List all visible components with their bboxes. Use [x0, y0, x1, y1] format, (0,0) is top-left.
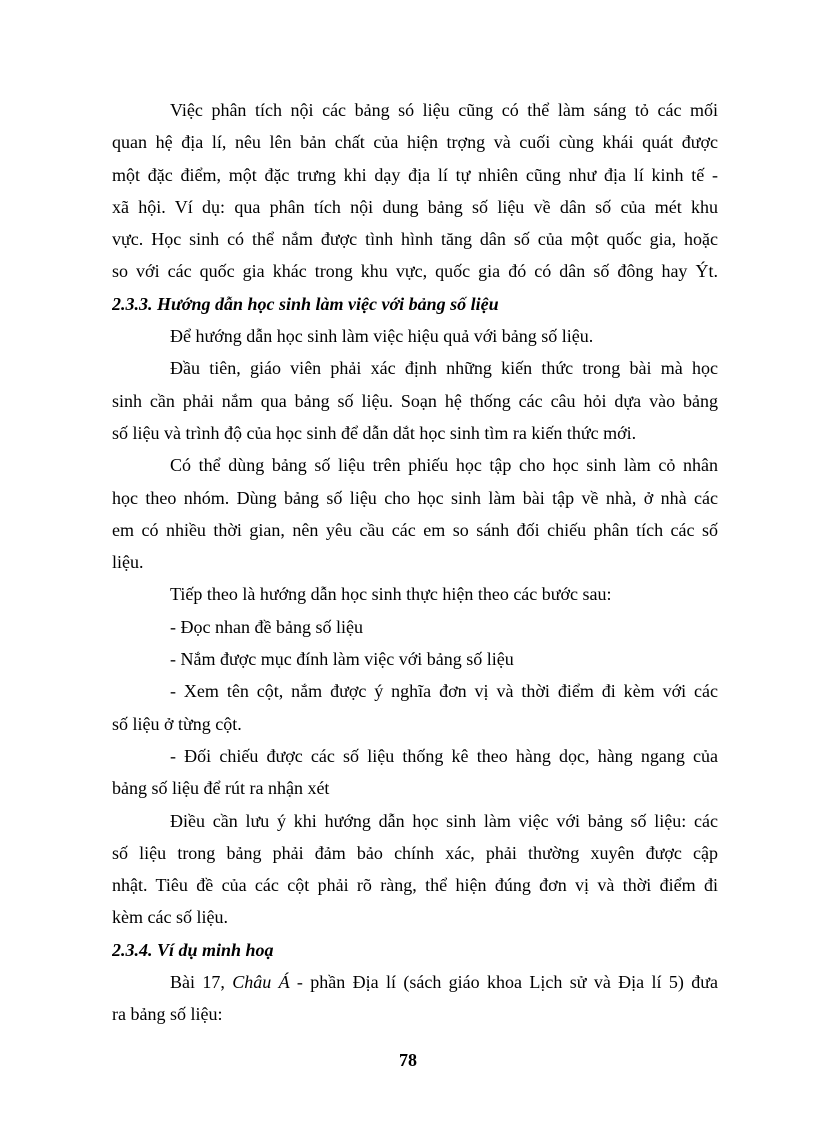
text-line: Đầu tiên, giáo viên phải xác định những kiến thức trong bài mà học: [170, 358, 718, 379]
text-line: Có thể dùng bảng số liệu trên phiếu học tập cho học sinh làm cỏ nhân: [170, 455, 718, 476]
text-line: - Đọc nhan đề bảng số liệu: [170, 616, 363, 637]
text-line: Việc phân tích nội các bảng só liệu cũng có thể làm sáng tỏ các mối: [170, 100, 718, 120]
text-line: so với các quốc gia khác trong khu vực, quốc gia đó có dân số đông hay Ýt.: [112, 261, 718, 282]
text-line: [112, 966, 718, 998]
text-line: Để hướng dẫn học sinh làm việc hiệu quả với bảng số liệu.: [170, 326, 594, 347]
italic-title: Châu Á: [232, 972, 290, 993]
text-segment: Bài 17,: [170, 972, 233, 993]
text-line: liệu.: [112, 552, 144, 573]
text-line: học theo nhóm. Dùng bảng số liệu cho học sinh làm bài tập về nhà, ở nhà các: [112, 487, 718, 508]
section-heading: 2.3.4. Ví dụ minh hoạ: [112, 939, 274, 960]
text-line: ra bảng số liệu:: [112, 1004, 223, 1025]
text-line: quan hệ địa lí, nêu lên bản chất của hiện trợng và cuối cùng khái quát được: [112, 132, 718, 153]
text-line: Tiếp theo là hướng dẫn học sinh thực hiện theo các bước sau:: [170, 584, 612, 605]
text-line: Điều cần lưu ý khi hướng dẫn học sinh làm việc với bảng số liệu: các: [170, 810, 718, 831]
text-line: kèm các số liệu.: [112, 907, 228, 928]
text-line: sinh cần phải nắm qua bảng số liệu. Soạn hệ thống các câu hỏi dựa vào bảng: [112, 390, 718, 411]
text-line: xã hội. Ví dụ: qua phân tích nội dung bảng số liệu về dân số của mét khu: [112, 196, 718, 217]
text-line: - Đối chiếu được các số liệu thống kê theo hàng dọc, hàng ngang của: [170, 745, 718, 766]
text-line: - Nắm được mục đính làm việc với bảng số liệu: [170, 649, 514, 670]
text-line: một đặc điểm, một đặc trưng khi dạy địa lí tự nhiên cũng như địa lí kinh tế -: [112, 164, 718, 185]
document-body: [112, 94, 718, 1031]
section-heading: 2.3.3. Hướng dẫn học sinh làm việc với bảng số liệu: [112, 293, 499, 314]
text-line: vực. Học sinh có thể nắm được tình hình tăng dân số của một quốc gia, hoặc: [112, 229, 718, 250]
text-line: em có nhiều thời gian, nên yêu cầu các em so sánh đối chiếu phân tích các số: [112, 519, 718, 540]
text-line: nhật. Tiêu đề của các cột phải rõ ràng, thể hiện đúng đơn vị và thời điểm đi: [112, 875, 718, 896]
text-line: số liệu ở từng cột.: [112, 713, 242, 734]
text-line: số liệu và trình độ của học sinh để dẫn dắt học sinh tìm ra kiến thức mới.: [112, 422, 637, 443]
text-segment: - phần Địa lí (sách giáo khoa Lịch sử và Địa lí 5) đưa: [289, 972, 718, 993]
text-line: bảng số liệu để rút ra nhận xét: [112, 778, 330, 799]
text-line: số liệu trong bảng phải đảm bảo chính xác, phải thường xuyên được cập: [112, 842, 718, 863]
page-number: 78: [399, 1050, 417, 1070]
text-line: - Xem tên cột, nắm được ý nghĩa đơn vị và thời điểm đi kèm với các: [170, 681, 718, 702]
